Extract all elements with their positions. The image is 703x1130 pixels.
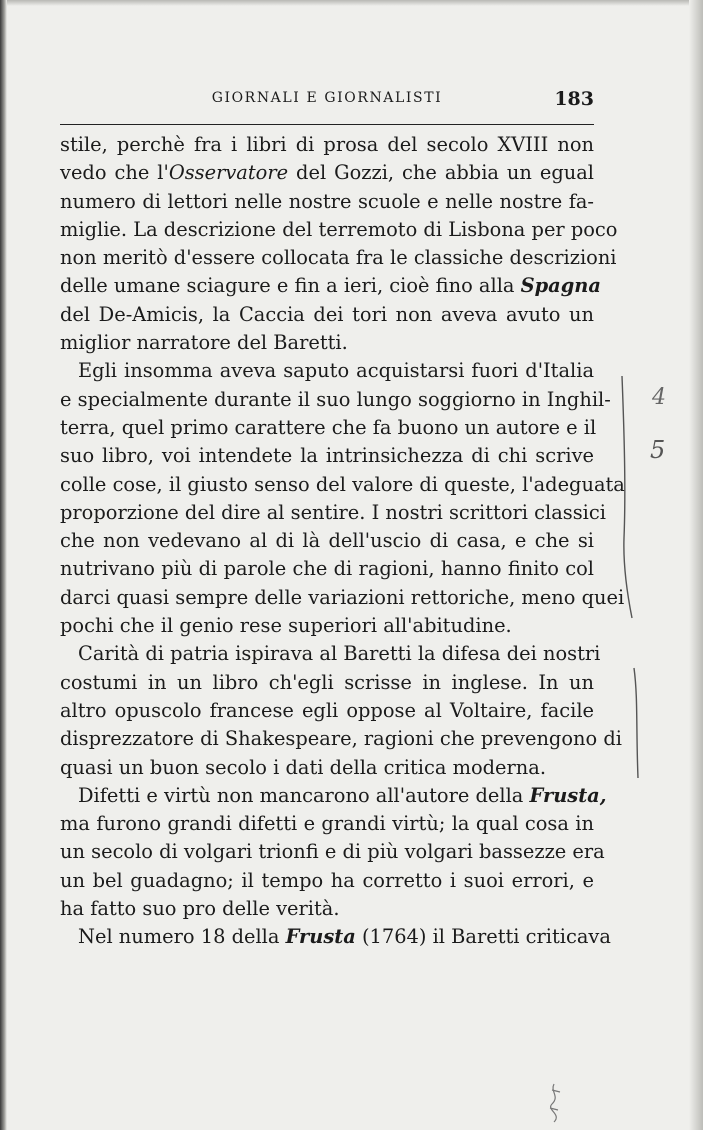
text-line bbox=[60, 555, 594, 583]
page-left-shadow bbox=[0, 0, 7, 1130]
margin-annotation-5: 5 bbox=[650, 436, 666, 464]
text-line bbox=[60, 301, 594, 329]
text-run: miglie. La descrizione del terremoto di Lisbona per poco bbox=[60, 217, 618, 241]
page-top-shadow bbox=[0, 0, 703, 6]
text-line bbox=[60, 923, 611, 951]
text-line bbox=[60, 329, 594, 357]
text-run: delle umane sciagure e fin a ieri, cioè fino alla bbox=[60, 274, 521, 298]
text-run: altro opuscolo francese egli oppose al Voltaire, facile bbox=[60, 698, 594, 722]
text-line bbox=[60, 499, 606, 527]
text-line bbox=[60, 272, 601, 300]
text-run: vedo che l' bbox=[60, 161, 169, 185]
text-run: del De-Amicis, la Caccia dei tori non aveva avuto un bbox=[60, 302, 594, 326]
text-line bbox=[60, 131, 594, 159]
body-text bbox=[60, 131, 625, 952]
text-run: del Gozzi, che abbia un egual bbox=[288, 161, 595, 185]
margin-pencil-marks bbox=[614, 368, 694, 788]
text-line bbox=[60, 159, 594, 187]
text-run: non meritò d'essere collocata fra le classiche descrizioni bbox=[60, 246, 617, 270]
margin-annotation-4: 4 bbox=[652, 385, 666, 410]
text-run: costumi in un libro ch'egli scrisse in inglese. In un bbox=[60, 670, 594, 694]
text-line bbox=[60, 244, 617, 272]
text-line bbox=[60, 584, 625, 612]
margin-bracket-2 bbox=[634, 668, 638, 778]
text-line bbox=[60, 612, 594, 640]
text-line bbox=[60, 810, 594, 838]
text-run: che non vedevano al di là dell'uscio di casa, e che si bbox=[60, 529, 594, 553]
text-run: (1764) il Baretti criticava bbox=[355, 925, 611, 949]
text-run: proporzione del dire al sentire. I nostri scrittori classici bbox=[60, 500, 606, 524]
text-line bbox=[60, 669, 594, 697]
text-line bbox=[60, 640, 601, 668]
text-line bbox=[60, 867, 594, 895]
text-line bbox=[60, 782, 607, 810]
text-line bbox=[60, 838, 605, 866]
text-line bbox=[60, 754, 594, 782]
running-title: GIORNALI E GIORNALISTI bbox=[211, 90, 443, 106]
text-run: colle cose, il giusto senso del valore di queste, l'adeguata bbox=[60, 472, 625, 496]
text-run: Egli insomma aveva saputo acquistarsi fuori d'Italia bbox=[78, 359, 594, 383]
margin-bracket-1 bbox=[622, 376, 632, 618]
text-line bbox=[60, 725, 622, 753]
text-line bbox=[60, 471, 625, 499]
running-head bbox=[60, 88, 594, 110]
text-run: nutrivano più di parole che di ragioni, hanno finito col bbox=[60, 557, 594, 581]
text-line bbox=[60, 386, 611, 414]
text-run: ha fatto suo pro delle verità. bbox=[60, 897, 340, 921]
text-line bbox=[60, 442, 594, 470]
text-line bbox=[60, 527, 594, 555]
text-run: darci quasi sempre delle variazioni rettoriche, meno quei bbox=[60, 585, 625, 609]
text-line bbox=[60, 357, 594, 385]
text-run: disprezzatore di Shakespeare, ragioni che prevengono di bbox=[60, 727, 622, 751]
text-run: Difetti e virtù non mancarono all'autore della bbox=[78, 783, 530, 807]
text-run: stile, perchè fra i libri di prosa del secolo XVIII non bbox=[60, 133, 594, 156]
emphasis-text: Frusta bbox=[285, 925, 356, 949]
text-run: terra, quel primo carattere che fa buono un autore e il bbox=[60, 415, 597, 439]
text-run: un secolo di volgari trionfi e di più volgari bassezze era bbox=[60, 840, 605, 864]
text-line bbox=[60, 697, 594, 725]
text-run: pochi che il genio rese superiori all'abitudine. bbox=[60, 614, 512, 638]
page-number: 183 bbox=[554, 88, 594, 110]
text-run: suo libro, voi intendete la intrinsichezza di chi scrive bbox=[60, 444, 594, 468]
text-run: e specialmente durante il suo lungo soggiorno in Inghil- bbox=[60, 387, 611, 411]
text-run: numero di lettori nelle nostre scuole e nelle nostre fa- bbox=[60, 189, 594, 213]
header-rule bbox=[60, 124, 594, 125]
bottom-pencil-scribble bbox=[540, 1082, 570, 1128]
text-run: un bel guadagno; il tempo ha corretto i suoi errori, e bbox=[60, 868, 594, 892]
text-run: Carità di patria ispirava al Baretti la difesa dei nostri bbox=[78, 642, 601, 666]
emphasis-text: Osservatore bbox=[168, 161, 289, 185]
text-run: miglior narratore del Baretti. bbox=[60, 331, 348, 355]
text-run: ma furono grandi difetti e grandi virtù; la qual cosa in bbox=[60, 812, 594, 836]
emphasis-text: Frusta, bbox=[529, 783, 607, 807]
text-run: Nel numero 18 della bbox=[78, 925, 286, 949]
text-line bbox=[60, 188, 594, 216]
text-line bbox=[60, 216, 618, 244]
text-run: quasi un buon secolo i dati della critica moderna. bbox=[60, 755, 546, 779]
emphasis-text: Spagna bbox=[520, 274, 601, 298]
text-line bbox=[60, 414, 597, 442]
text-line bbox=[60, 895, 594, 923]
